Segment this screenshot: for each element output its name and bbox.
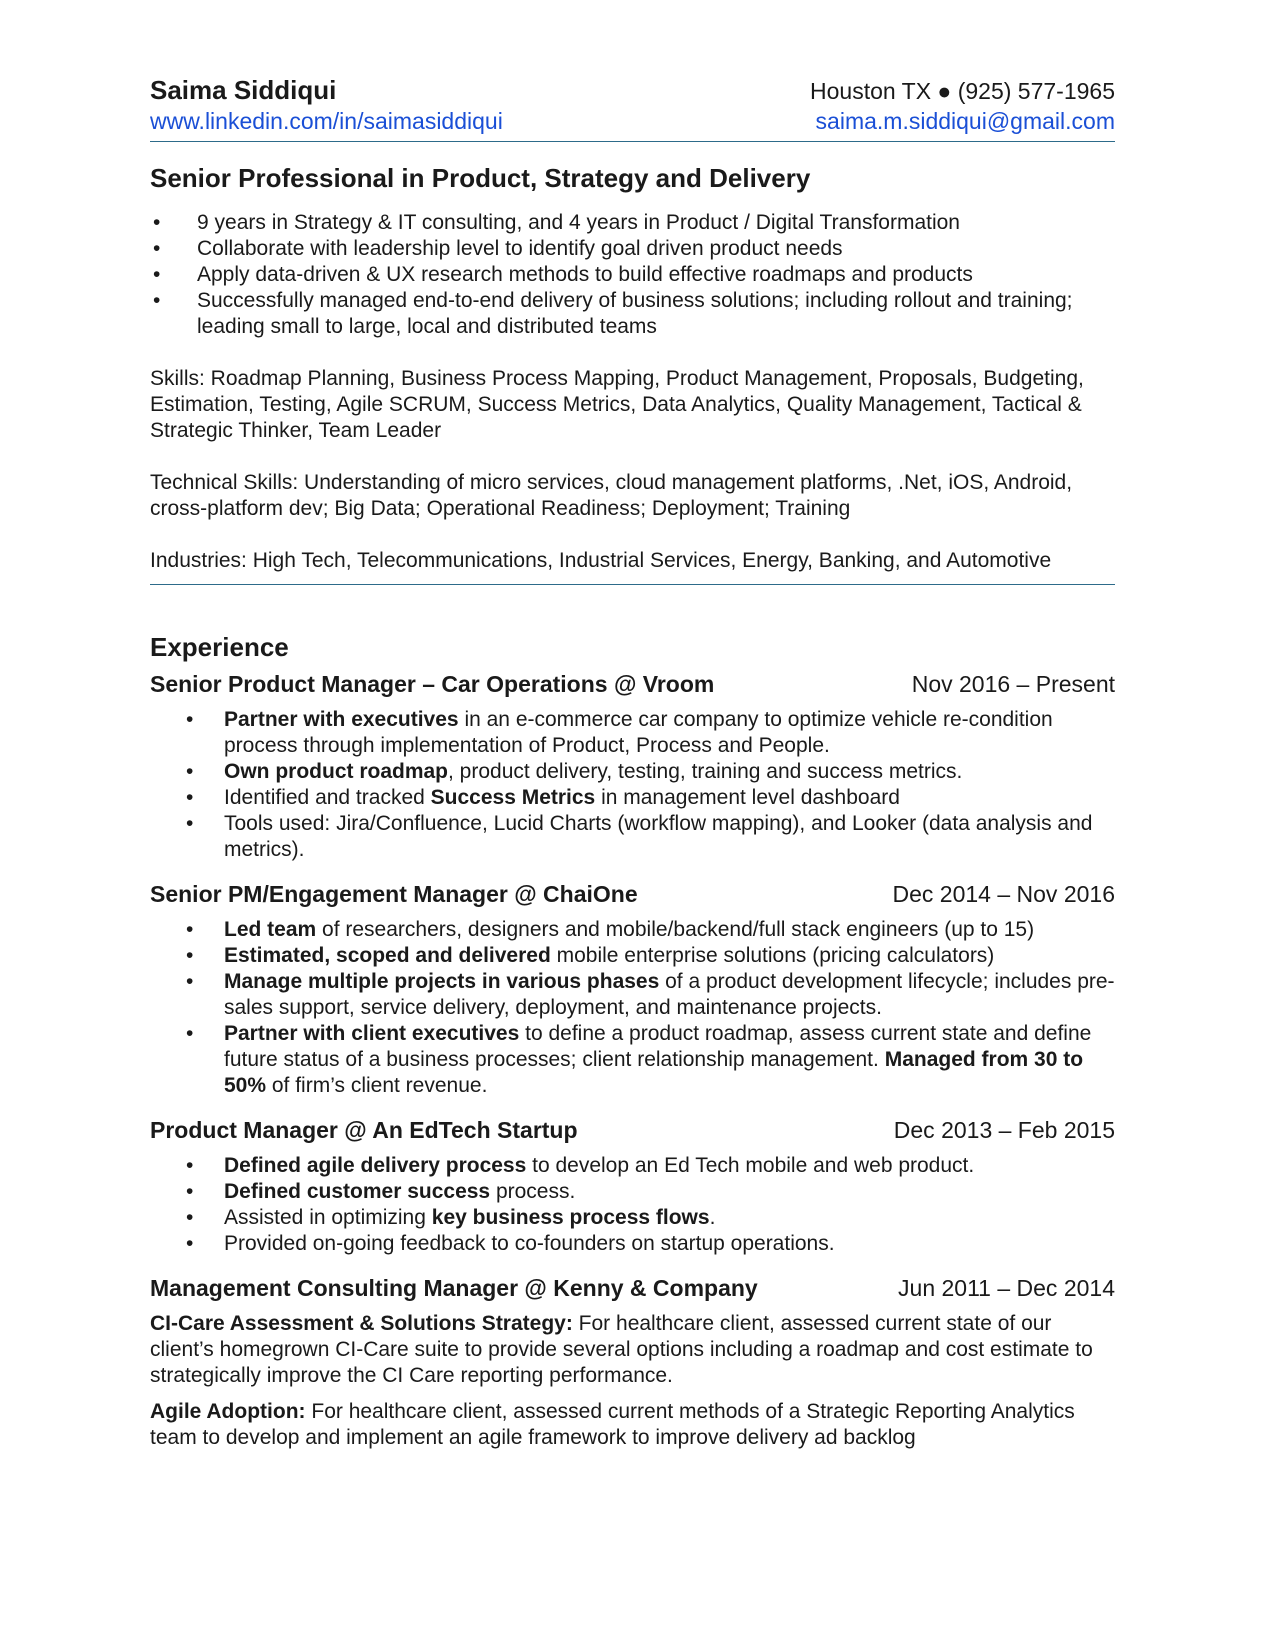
- bullet-emphasis: Managed from 30 to 50%: [224, 1048, 1084, 1097]
- job-bullet: [150, 707, 1115, 759]
- bullet-emphasis: key business process flows: [431, 1206, 710, 1229]
- job-role: Senior Product Manager – Car Operations @ Vroom: [150, 671, 715, 697]
- bullet-emphasis: Defined agile delivery process: [224, 1154, 527, 1177]
- experience-title: Experience: [150, 632, 289, 662]
- summary-bullet: • 9 years in Strategy & IT consulting, and 4 years in Product / Digital Transformation: [150, 210, 1115, 236]
- resume-page: [150, 74, 1115, 1451]
- bullet-emphasis: Manage multiple projects in various phases: [224, 970, 660, 993]
- project-paragraph: [150, 1399, 1115, 1451]
- bullet-emphasis: Estimated, scoped and delivered: [224, 944, 551, 967]
- bullet-text: in an e-commerce car company to optimize vehicle re-condition process through implementation of Product, Process and People.: [224, 708, 1053, 757]
- job-dates: Jun 2011 – Dec 2014: [898, 1275, 1115, 1301]
- email-link[interactable]: saima.m.siddiqui@gmail.com: [815, 108, 1115, 134]
- job-bullet: [150, 1179, 1115, 1205]
- bullet-text: in management level dashboard: [595, 786, 900, 809]
- bullet-text: mobile enterprise solutions (pricing calculators): [550, 944, 995, 967]
- job-bullet: [150, 811, 1115, 863]
- summary-bullet: • Apply data-driven & UX research methods to build effective roadmaps and products: [150, 262, 1115, 288]
- job-entry: [150, 1115, 1115, 1257]
- job-bullet: [150, 943, 1115, 969]
- industries-paragraph: Industries: High Tech, Telecommunications, Industrial Services, Energy, Banking, and Automotive: [150, 549, 1052, 572]
- job-bullet: [150, 1153, 1115, 1179]
- project-paragraph: [150, 1311, 1115, 1389]
- job-bullet: [150, 759, 1115, 785]
- job-header: [150, 1273, 1115, 1303]
- summary-bullets: [150, 210, 1115, 340]
- bullet-text: Identified and tracked: [224, 786, 431, 809]
- job-entry: [150, 1273, 1115, 1451]
- summary-divider: [150, 584, 1115, 585]
- bullet-text: process.: [490, 1180, 576, 1203]
- project-text: For healthcare client, assessed current state of our client’s homegrown CI-Care suite to provide several options including a roadmap and cost estimate to strategically improve the CI Care reporting performance.: [150, 1312, 1093, 1387]
- bullet-emphasis: Partner with client executives: [224, 1022, 520, 1045]
- bullet-text: .: [709, 1206, 716, 1229]
- linkedin-link[interactable]: www.linkedin.com/in/saimasiddiqui: [150, 108, 503, 134]
- bullet-text: to develop an Ed Tech mobile and web product.: [526, 1154, 975, 1177]
- job-bullet: [150, 1021, 1115, 1099]
- bullet-text: of researchers, designers and mobile/backend/full stack engineers (up to 15): [316, 918, 1035, 941]
- job-dates: Dec 2014 – Nov 2016: [892, 881, 1115, 907]
- job-bullet: [150, 917, 1115, 943]
- bullet-text: of a product development lifecycle; includes pre-sales support, service delivery, deployment, and maintenance projects.: [224, 970, 1115, 1019]
- header-links-row: [150, 107, 1115, 135]
- bullet-emphasis: Success Metrics: [430, 786, 596, 809]
- job-bullet: [150, 1205, 1115, 1231]
- job-bullets: [150, 917, 1115, 1099]
- job-header: [150, 879, 1115, 909]
- job-header: [150, 669, 1115, 699]
- bullet-text: to define a product roadmap, assess current state and define future status of a business processes; client relationship management.: [224, 1022, 1092, 1071]
- skills-paragraph: Skills: Roadmap Planning, Business Process Mapping, Product Management, Proposals, Budgeting, Estimation, Testing, Agile SCRUM, Success Metrics, Data Analytics, Quality Management, Tactical & Strategic Thinker, Team Leader: [150, 367, 1084, 442]
- bullet-text: of firm’s client revenue.: [266, 1074, 488, 1097]
- project-text: For healthcare client, assessed current methods of a Strategic Reporting Analytics team to develop and implement an agile framework to improve delivery ad backlog: [150, 1400, 1075, 1449]
- job-role: Senior PM/Engagement Manager @ ChaiOne: [150, 881, 638, 907]
- bullet-emphasis: Partner with executives: [224, 708, 459, 731]
- summary-bullet: • Collaborate with leadership level to identify goal driven product needs: [150, 236, 1115, 262]
- bullet-emphasis: Defined customer success: [224, 1180, 491, 1203]
- job-dates: Nov 2016 – Present: [911, 671, 1115, 697]
- candidate-name: Saima Siddiqui: [150, 75, 337, 105]
- job-bullet: [150, 969, 1115, 1021]
- project-lead: CI-Care Assessment & Solutions Strategy:: [150, 1312, 573, 1335]
- job-bullets: [150, 1153, 1115, 1257]
- location-phone: Houston TX ● (925) 577-1965: [810, 78, 1115, 104]
- job-bullets: [150, 707, 1115, 863]
- job-entry: [150, 879, 1115, 1099]
- job-dates: Dec 2013 – Feb 2015: [893, 1117, 1115, 1143]
- bullet-text: Tools used: Jira/Confluence, Lucid Charts (workflow mapping), and Looker (data analysis and metrics).: [224, 812, 1093, 861]
- bullet-text: Assisted in optimizing: [224, 1206, 432, 1229]
- header-divider: [150, 141, 1115, 142]
- header-top-row: [150, 74, 1115, 107]
- bullet-text: Provided on-going feedback to co-founders on startup operations.: [224, 1232, 835, 1255]
- bullet-emphasis: Led team: [224, 918, 317, 941]
- bullet-emphasis: Own product roadmap: [224, 760, 449, 783]
- job-entry: [150, 669, 1115, 863]
- bullet-text: , product delivery, testing, training and success metrics.: [448, 760, 963, 783]
- job-bullet: [150, 1231, 1115, 1257]
- project-lead: Agile Adoption:: [150, 1400, 306, 1423]
- job-header: [150, 1115, 1115, 1145]
- technical-skills-paragraph: Technical Skills: Understanding of micro services, cloud management platforms, .Net, iOS, Android, cross-platform dev; Big Data; Operational Readiness; Deployment; Training: [150, 471, 1073, 520]
- job-role: Product Manager @ An EdTech Startup: [150, 1117, 578, 1143]
- job-role: Management Consulting Manager @ Kenny & Company: [150, 1275, 758, 1301]
- experience-list: [150, 669, 1115, 1451]
- job-bullet: [150, 785, 1115, 811]
- summary-bullet: • Successfully managed end-to-end delivery of business solutions; including rollout and training; leading small to large, local and distributed teams: [150, 288, 1115, 340]
- summary-title: Senior Professional in Product, Strategy and Delivery: [150, 163, 811, 193]
